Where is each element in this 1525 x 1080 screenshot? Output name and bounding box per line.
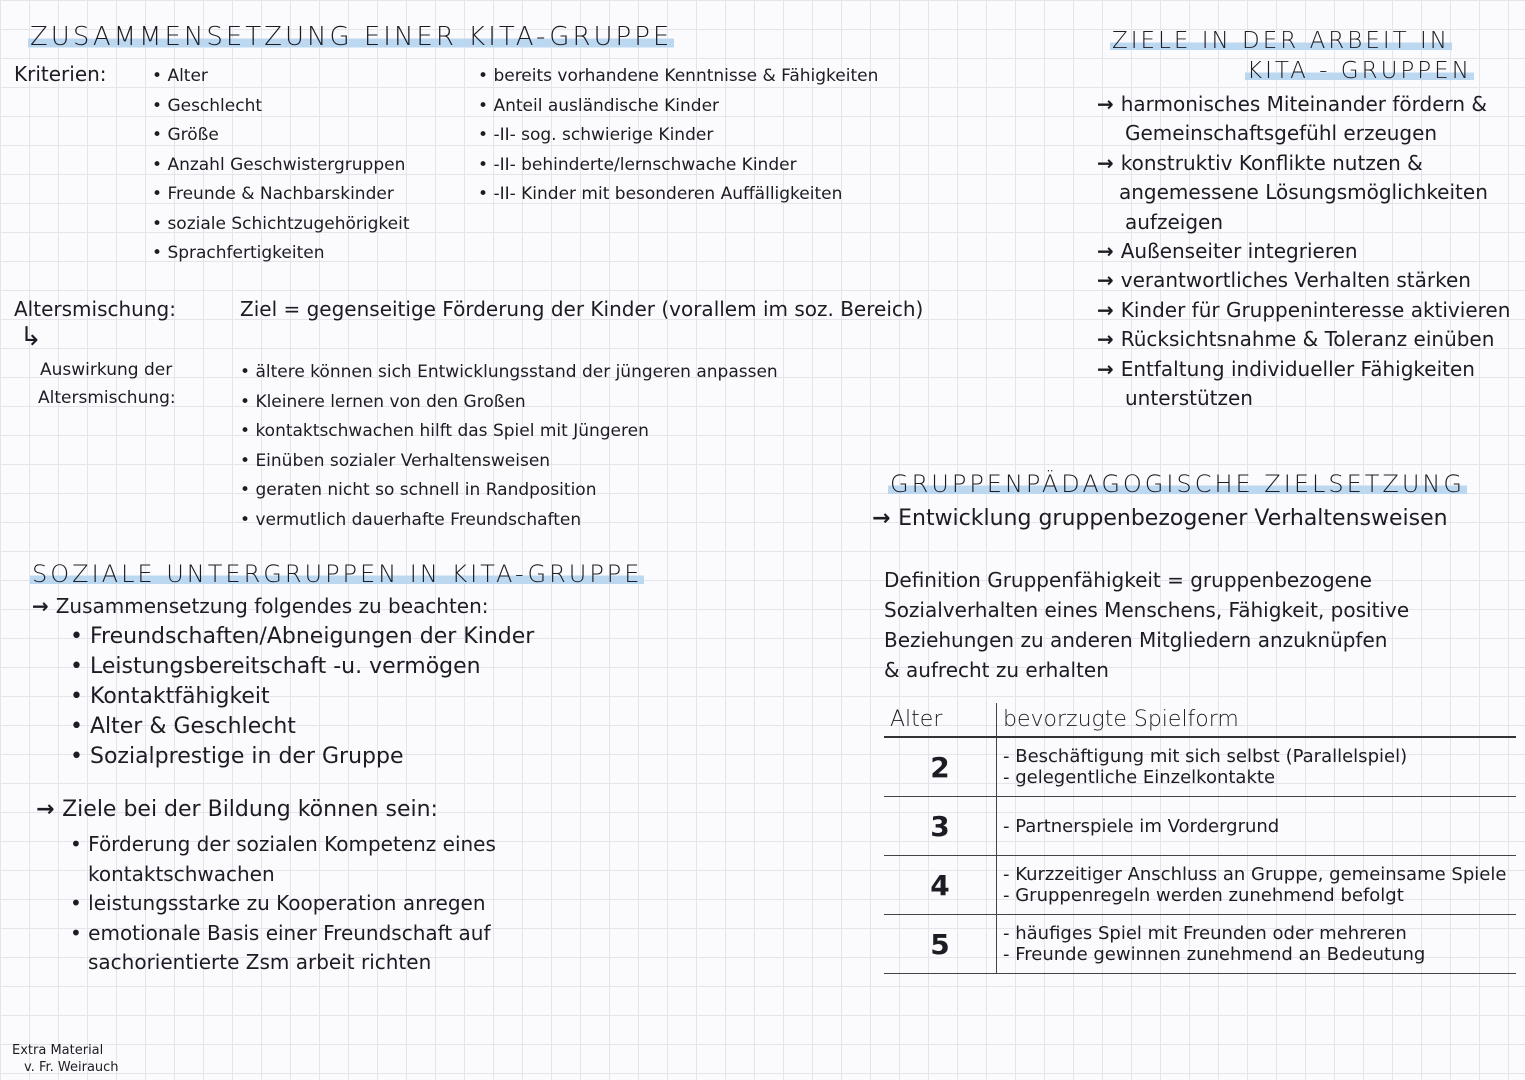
list-item: • -II- sog. schwierige Kinder	[478, 121, 878, 151]
group-pedagogy-title: GRUPPENPÄDAGOGISCHE ZIELSETZUNG	[890, 470, 1465, 498]
table-row	[884, 797, 1516, 856]
form-cell	[997, 737, 1517, 797]
criteria-list-1	[152, 62, 409, 269]
footer-line-1: Extra Material	[12, 1043, 104, 1058]
age-cell: 5	[884, 915, 997, 974]
list-item: • soziale Schichtzugehörigkeit	[152, 210, 409, 240]
arrow-down-right-icon: ↳	[20, 322, 42, 352]
list-item: → Außenseiter integrieren	[1097, 237, 1510, 266]
auswirkung-label: Auswirkung der	[40, 360, 173, 380]
cell-line: - Kurzzeitiger Anschluss an Gruppe, gemeinsame Spiele	[1003, 864, 1510, 885]
list-item: • Freunde & Nachbarskinder	[152, 180, 409, 210]
criteria-label: Kriterien:	[14, 62, 107, 86]
age-cell: 2	[884, 737, 997, 797]
column-header-form: bevorzugte Spielform	[997, 703, 1517, 737]
list-item: • Einüben sozialer Verhaltensweisen	[240, 447, 778, 477]
list-item: • -II- Kinder mit besonderen Auffälligkeiten	[478, 180, 878, 210]
definition-line: & aufrecht zu erhalten	[884, 658, 1109, 682]
list-item: • Leistungsbereitschaft -u. vermögen	[70, 652, 534, 682]
list-item: • ältere können sich Entwicklungsstand der jüngeren anpassen	[240, 358, 778, 388]
list-item: • Kontaktfähigkeit	[70, 682, 534, 712]
list-item: • Sozialprestige in der Gruppe	[70, 742, 534, 772]
definition-line: Beziehungen zu anderen Mitgliedern anzuknüpfen	[884, 628, 1388, 652]
cell-line: - häufiges Spiel mit Freunden oder mehreren	[1003, 923, 1510, 944]
list-item: • Alter	[152, 62, 409, 92]
subgroups-title: SOZIALE UNTERGRUPPEN IN KITA-GRUPPE	[32, 560, 643, 588]
goals-title: ZIELE IN DER ARBEIT IN	[1112, 28, 1451, 54]
definition-block	[884, 565, 1409, 685]
list-item: • -II- behinderte/lernschwache Kinder	[478, 151, 878, 181]
cell-line: - Gruppenregeln werden zunehmend befolgt	[1003, 885, 1510, 906]
subgroups-goals-list	[70, 830, 496, 978]
list-item: • Größe	[152, 121, 409, 151]
auswirkung-label-2: Altersmischung:	[38, 388, 176, 408]
age-cell: 3	[884, 797, 997, 856]
play-form-table	[884, 703, 1516, 974]
altersmischung-goal: Ziel = gegenseitige Förderung der Kinder (vorallem im soz. Bereich)	[240, 297, 924, 321]
list-item-continuation: unterstützen	[1125, 386, 1253, 411]
age-cell: 4	[884, 856, 997, 915]
list-item-continuation: kontaktschwachen	[88, 861, 275, 886]
list-item: • geraten nicht so schnell in Randposition	[240, 476, 778, 506]
subgroups-intro: → Zusammensetzung folgendes zu beachten:	[32, 594, 489, 618]
list-item: → harmonisches Miteinander fördern &	[1097, 90, 1510, 119]
list-item-continuation: Gemeinschaftsgefühl erzeugen	[1125, 121, 1438, 146]
table-row	[884, 737, 1516, 797]
list-item: → verantwortliches Verhalten stärken	[1097, 266, 1510, 295]
list-item-continuation: angemessene Lösungsmöglichkeiten	[1119, 180, 1488, 205]
group-pedagogy-subtitle: → Entwicklung gruppenbezogener Verhaltensweisen	[872, 506, 1448, 531]
auswirkung-list	[240, 358, 778, 535]
subgroups-list	[70, 622, 534, 772]
list-item: → Entfaltung individueller Fähigkeiten	[1097, 355, 1510, 384]
list-item: • Kleinere lernen von den Großen	[240, 388, 778, 418]
list-item: → Kinder für Gruppeninteresse aktivieren	[1097, 296, 1510, 325]
cell-line: - Freunde gewinnen zunehmend an Bedeutung	[1003, 944, 1510, 965]
table-row	[884, 915, 1516, 974]
form-cell	[997, 856, 1517, 915]
cell-line: - Partnerspiele im Vordergrund	[1003, 816, 1510, 837]
list-item: • Sprachfertigkeiten	[152, 239, 409, 269]
cell-line: - gelegentliche Einzelkontakte	[1003, 767, 1510, 788]
list-item: • Anzahl Geschwistergruppen	[152, 151, 409, 181]
list-item: • Alter & Geschlecht	[70, 712, 534, 742]
list-item-continuation: aufzeigen	[1125, 209, 1224, 234]
list-item: • Förderung der sozialen Kompetenz eines	[70, 830, 496, 860]
table-row	[884, 856, 1516, 915]
cell-line: - Beschäftigung mit sich selbst (Parallelspiel)	[1003, 746, 1510, 767]
footer-line-2: v. Fr. Weirauch	[24, 1060, 119, 1075]
list-item: • Geschlecht	[152, 92, 409, 122]
form-cell	[997, 915, 1517, 974]
form-cell	[997, 797, 1517, 856]
list-item: • emotionale Basis einer Freundschaft auf	[70, 919, 496, 949]
list-item: • bereits vorhandene Kenntnisse & Fähigkeiten	[478, 62, 878, 92]
definition-line: Definition Gruppenfähigkeit = gruppenbezogene	[884, 568, 1372, 592]
list-item: • leistungsstarke zu Kooperation anregen	[70, 889, 496, 919]
definition-line: Sozialverhalten eines Menschens, Fähigkeit, positive	[884, 598, 1410, 622]
subgroups-goals-intro: → Ziele bei der Bildung können sein:	[36, 797, 438, 822]
list-item: • Freundschaften/Abneigungen der Kinder	[70, 622, 534, 652]
composition-title: ZUSAMMENSETZUNG EINER KITA-GRUPPE	[30, 22, 673, 52]
table-header-row	[884, 703, 1516, 737]
list-item: • kontaktschwachen hilft das Spiel mit Jüngeren	[240, 417, 778, 447]
altersmischung-label: Altersmischung:	[14, 297, 176, 321]
criteria-list-2	[478, 62, 878, 210]
list-item: → Rücksichtsnahme & Toleranz einüben	[1097, 325, 1510, 354]
goals-list	[1097, 90, 1510, 413]
list-item: → konstruktiv Konflikte nutzen &	[1097, 149, 1510, 178]
goals-title-2: KITA - GRUPPEN	[1247, 58, 1472, 84]
list-item-continuation: sachorientierte Zsm arbeit richten	[88, 950, 432, 974]
list-item: • Anteil ausländische Kinder	[478, 92, 878, 122]
column-header-age: Alter	[884, 703, 997, 737]
list-item: • vermutlich dauerhafte Freundschaften	[240, 506, 778, 536]
